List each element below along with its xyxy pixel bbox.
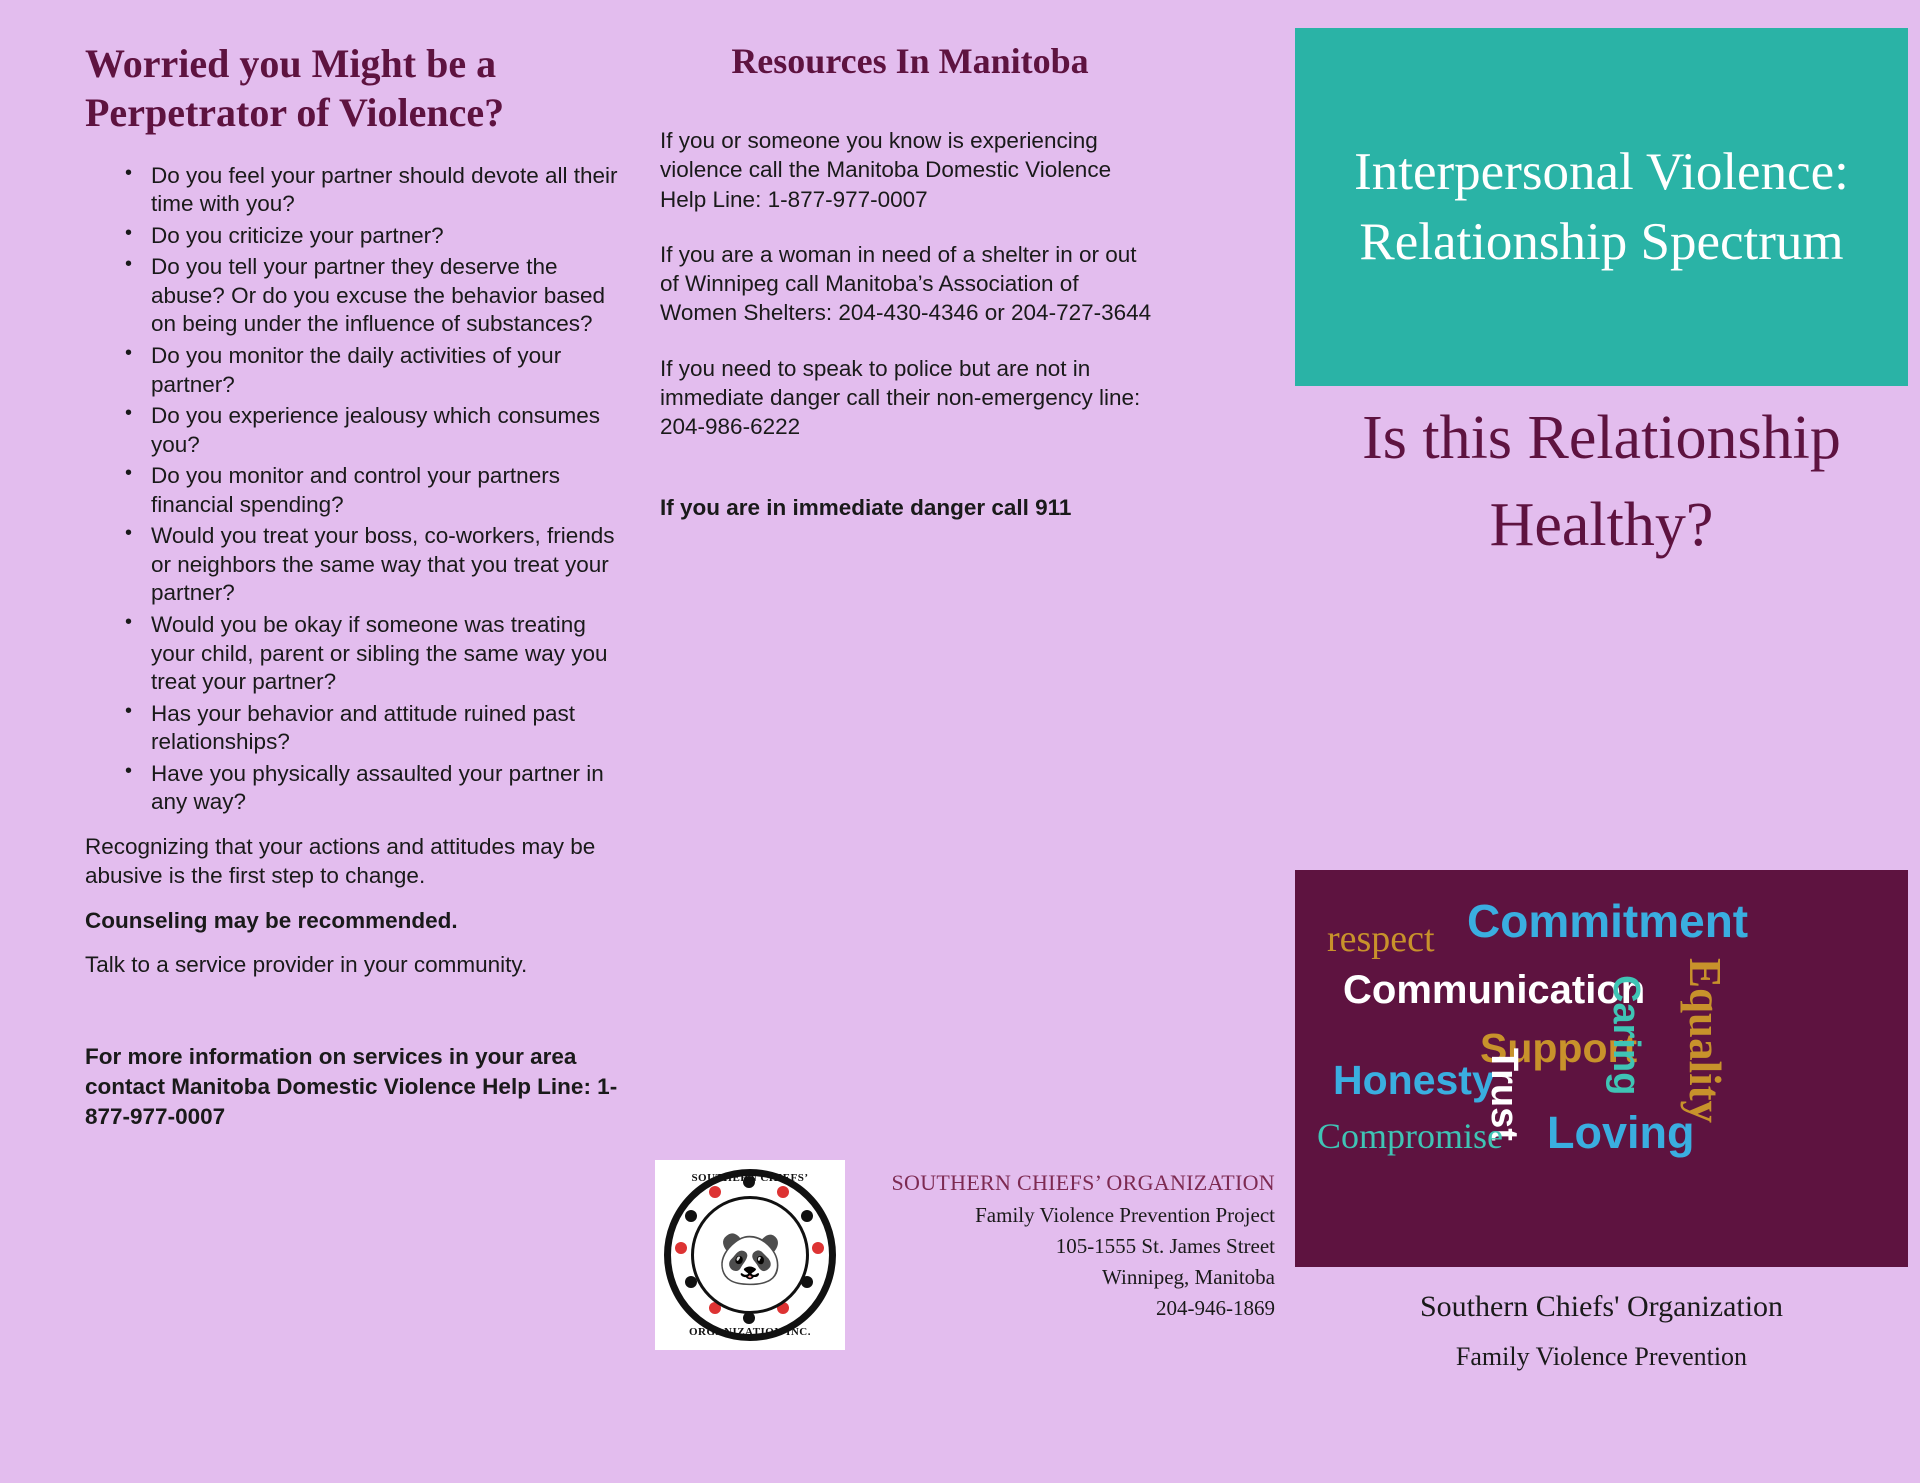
emergency-text: If you are in immediate danger call 911 bbox=[660, 495, 1072, 521]
list-item: • Do you criticize your partner? bbox=[125, 222, 625, 251]
list-item: • Would you treat your boss, co-workers, friends or neighbors the same way that you treat your partner? bbox=[125, 522, 625, 608]
resource-paragraph-police: If you need to speak to police but are not in immediate danger call their non-emergency line: 204-986-6222 bbox=[660, 355, 1141, 439]
eagle-icon: 🐼 bbox=[717, 1230, 783, 1289]
org-project: Family Violence Prevention Project bbox=[975, 1203, 1275, 1227]
logo-bottom-text: ORGANIZATION INC. bbox=[689, 1326, 811, 1338]
word-cloud bbox=[1295, 870, 1908, 1267]
list-item: • Do you experience jealousy which consumes you? bbox=[125, 402, 625, 459]
southern-chiefs-logo-icon bbox=[655, 1160, 845, 1350]
word-cloud-item-commitment: Commitment bbox=[1467, 895, 1749, 947]
panel-left-heading: Worried you Might be a Perpetrator of Violence? bbox=[85, 41, 505, 135]
footer-org-name: Southern Chiefs' Organization bbox=[1419, 1290, 1784, 1323]
org-name: SOUTHERN CHIEFS’ ORGANIZATION bbox=[891, 1170, 1275, 1195]
list-item: • Has your behavior and attitude ruined past relationships? bbox=[125, 700, 625, 757]
organization-block bbox=[655, 1160, 1275, 1350]
cover-title: Interpersonal Violence: Relationship Spectrum bbox=[1354, 142, 1849, 271]
word-cloud-item-compromise: Compromise bbox=[1317, 1116, 1503, 1156]
organization-address bbox=[845, 1160, 1275, 1327]
list-item: • Do you monitor the daily activities of your partner? bbox=[125, 342, 625, 399]
word-cloud-item-respect: respect bbox=[1327, 918, 1435, 960]
more-information-text: For more information on services in your area contact Manitoba Domestic Violence Help Line: 1-877-977-0007 bbox=[85, 1044, 618, 1129]
cover-title-band bbox=[1295, 28, 1908, 386]
panel-perpetrator bbox=[85, 40, 625, 1132]
word-cloud-item-trust: Trust bbox=[1483, 1048, 1525, 1141]
list-item: • Do you monitor and control your partners financial spending? bbox=[125, 462, 625, 519]
org-city: Winnipeg, Manitoba bbox=[1102, 1265, 1275, 1289]
service-provider-text: Talk to a service provider in your community. bbox=[85, 952, 528, 978]
cover-subtitle: Is this Relationship Healthy? bbox=[1362, 404, 1841, 559]
panel-resources bbox=[660, 40, 1160, 549]
word-cloud-item-support: Support bbox=[1480, 1025, 1638, 1071]
list-item: • Do you feel your partner should devote all their time with you? bbox=[125, 162, 625, 219]
resource-paragraph-shelter: If you are a woman in need of a shelter in or out of Winnipeg call Manitoba’s Association of Women Shelters: 204-430-4346 or 204-727-3644 bbox=[660, 241, 1152, 326]
resource-paragraph-helpline: If you or someone you know is experiencing violence call the Manitoba Domestic Violence Help Line: 1-877-977-0007 bbox=[660, 128, 1112, 212]
word-cloud-item-communication: Communication bbox=[1343, 968, 1646, 1012]
counseling-text: Counseling may be recommended. bbox=[85, 907, 458, 933]
perpetrator-question-list bbox=[85, 162, 625, 817]
cover-footer bbox=[1295, 1290, 1908, 1372]
panel-cover bbox=[1295, 0, 1920, 1483]
footer-project-name: Family Violence Prevention bbox=[1455, 1342, 1748, 1371]
org-phone: 204-946-1869 bbox=[1156, 1296, 1275, 1320]
word-cloud-item-loving: Loving bbox=[1547, 1107, 1695, 1158]
word-cloud-item-caring: Caring bbox=[1605, 975, 1647, 1096]
recognizing-text: Recognizing that your actions and attitudes may be abusive is the first step to change. bbox=[85, 833, 596, 888]
word-cloud-item-equality: Equality bbox=[1680, 958, 1730, 1124]
word-cloud-item-honesty: Honesty bbox=[1333, 1057, 1495, 1103]
list-item: • Would you be okay if someone was treating your child, parent or sibling the same way you treat your partner? bbox=[125, 611, 625, 697]
logo-top-text: SOUTHERN CHIEFS’ bbox=[691, 1172, 809, 1184]
org-street: 105-1555 St. James Street bbox=[1055, 1234, 1275, 1258]
list-item: • Do you tell your partner they deserve the abuse? Or do you excuse the behavior based on being under the influence of substances? bbox=[125, 253, 625, 339]
list-item: • Have you physically assaulted your partner in any way? bbox=[125, 760, 625, 817]
panel-middle-heading: Resources In Manitoba bbox=[731, 41, 1089, 81]
